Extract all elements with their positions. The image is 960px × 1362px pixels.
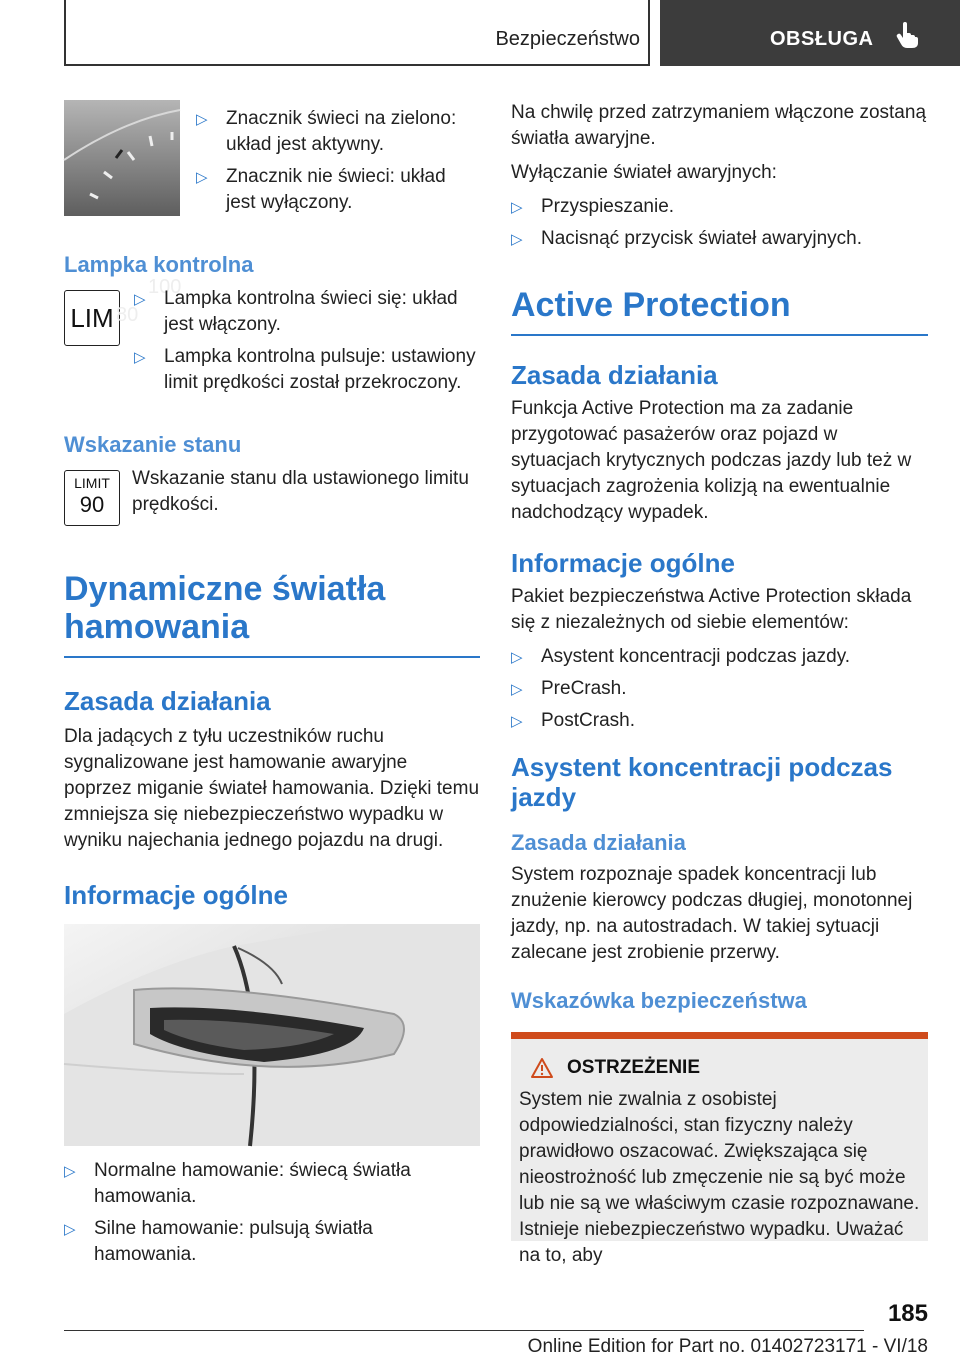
list-item: ▷ PreCrash. xyxy=(511,676,928,702)
ap-zasada-text: Funkcja Active Protection ma za zadanie przygotować pasażerów oraz pojazd w sytuacjach krytycznych podczas jazdy lub też w sytuacjach zagrożenia kolizją na ewentualnie nadchodzący wypadek. xyxy=(511,398,912,523)
triangle-bullet-icon: ▷ xyxy=(511,199,523,216)
section-title: Bezpieczeństwo xyxy=(495,28,640,50)
left-column xyxy=(64,100,480,1274)
ap-info-heading: Informacje ogólne xyxy=(511,548,735,578)
stan-text: Wskazanie stanu dla ustawionego limitu prędkości. xyxy=(132,468,469,515)
triangle-bullet-icon: ▷ xyxy=(196,111,208,128)
list-item: ▷ Asystent koncentracji podczas jazdy. xyxy=(511,644,928,670)
asyst-heading: Asystent koncentracji podczas jazdy xyxy=(511,752,893,812)
list-item: ▷ Znacznik nie świeci: układ jest wyłączony. xyxy=(196,166,446,213)
lim-indicator-icon: LIM xyxy=(64,290,120,346)
brake-bullets xyxy=(64,1158,480,1268)
ap-zasada-heading: Zasada działania xyxy=(511,360,718,390)
triangle-bullet-icon: ▷ xyxy=(134,349,146,366)
triangle-bullet-icon: ▷ xyxy=(64,1221,76,1238)
triangle-bullet-icon: ▷ xyxy=(196,169,208,186)
off-label: Wyłączanie świateł awaryjnych: xyxy=(511,162,777,183)
stan-heading: Wskazanie stanu xyxy=(64,432,242,457)
warning-triangle-icon xyxy=(531,1058,553,1078)
warning-header xyxy=(519,1057,920,1079)
ap-info-text: Pakiet bezpieczeństwa Active Protection składa się z niezależnych od siebie elementów: xyxy=(511,586,912,633)
limit-90-icon: LIMIT 90 xyxy=(64,470,120,526)
right-column xyxy=(511,100,928,1266)
warning-text: System nie zwalnia z osobistej odpowiedzialności, stan fizyczny należy prawidłowo oszacować. Zwiększająca się nieostrożność lub zmęczenie nie są być może lub nie są we właściwym czasie rozpoznawane. Istnieje niebezpieczeństwo wypadku. Uważać na to, aby xyxy=(519,1089,920,1266)
dyn-heading: Dynamiczne światła hamowania xyxy=(64,570,386,646)
ap-heading-rule xyxy=(511,334,928,336)
dyn-info-heading: Informacje ogólne xyxy=(64,880,288,910)
header-bottom-border xyxy=(64,64,650,66)
list-item: ▷ Lampka kontrolna pulsuje: ustawiony limit prędkości został przekroczony. xyxy=(134,346,476,393)
triangle-bullet-icon: ▷ xyxy=(64,1163,76,1180)
asyst-text: System rozpoznaje spadek koncentracji lub znużenie kierowcy podczas długiej, monotonnej jazdy, np. na autostradach. W takiej sytuacji zalecane jest zrobienie przerwy. xyxy=(511,864,913,963)
list-item: ▷ Silne hamowanie: pulsują światła hamowania. xyxy=(64,1218,373,1265)
warning-box xyxy=(511,1032,928,1266)
list-item: ▷ Lampka kontrolna świeci się: układ jest włączony. xyxy=(134,288,458,335)
list-item: ▷ Normalne hamowanie: świecą światła hamowania. xyxy=(64,1160,411,1207)
dyn-heading-rule xyxy=(64,656,480,658)
chapter-tab-label: OBSŁUGA xyxy=(770,28,874,50)
header-left-border xyxy=(64,0,66,66)
asyst-zasada-heading: Zasada działania xyxy=(511,830,686,855)
off-bullets xyxy=(511,194,928,252)
triangle-bullet-icon: ▷ xyxy=(511,681,523,698)
triangle-bullet-icon: ▷ xyxy=(511,649,523,666)
ap-heading: Active Protection xyxy=(511,286,791,324)
dyn-zasada-heading: Zasada działania xyxy=(64,686,271,716)
ap-info-bullets xyxy=(511,644,928,734)
safety-heading: Wskazówka bezpieczeństwa xyxy=(511,988,807,1013)
taillight-image xyxy=(64,924,480,1146)
speedo-label-80: 80 xyxy=(116,304,139,326)
warning-label: OSTRZEŻENIE xyxy=(567,1057,701,1078)
page-number: 185 xyxy=(887,1300,928,1327)
stan-block xyxy=(64,470,480,526)
list-item: ▷ PostCrash. xyxy=(511,708,928,734)
list-item: ▷ Nacisnąć przycisk świateł awaryjnych. xyxy=(511,226,928,252)
triangle-bullet-icon: ▷ xyxy=(511,713,523,730)
marker-bullets xyxy=(196,106,480,222)
hand-pointer-icon xyxy=(896,22,918,48)
footer-edition: Online Edition for Part no. 01402723171 - VI/18 xyxy=(527,1336,928,1357)
chapter-tab[interactable] xyxy=(660,0,960,66)
header-divider xyxy=(648,0,650,66)
speedo-label-100: 100 xyxy=(148,276,182,298)
intro-text: Na chwilę przed zatrzymaniem włączone zostaną światła awaryjne. xyxy=(511,102,927,149)
triangle-bullet-icon: ▷ xyxy=(511,231,523,248)
list-item: ▷ Przyspieszanie. xyxy=(511,194,928,220)
triangle-bullet-icon: ▷ xyxy=(134,291,146,308)
lampka-heading: Lampka kontrolna xyxy=(64,252,254,277)
list-item: ▷ Znacznik świeci na zielono: układ jest aktywny. xyxy=(196,108,457,155)
lampka-bullets xyxy=(134,286,480,402)
dyn-zasada-text: Dla jadących z tyłu uczestników ruchu sygnalizowane jest hamowanie awaryjne poprzez miganie świateł hamowania. Dzięki temu zmniejsza się niebezpieczeństwo wypadku w wyniku najechania jednego pojazdu na drugi. xyxy=(64,726,480,851)
footer-rule xyxy=(64,1330,864,1331)
